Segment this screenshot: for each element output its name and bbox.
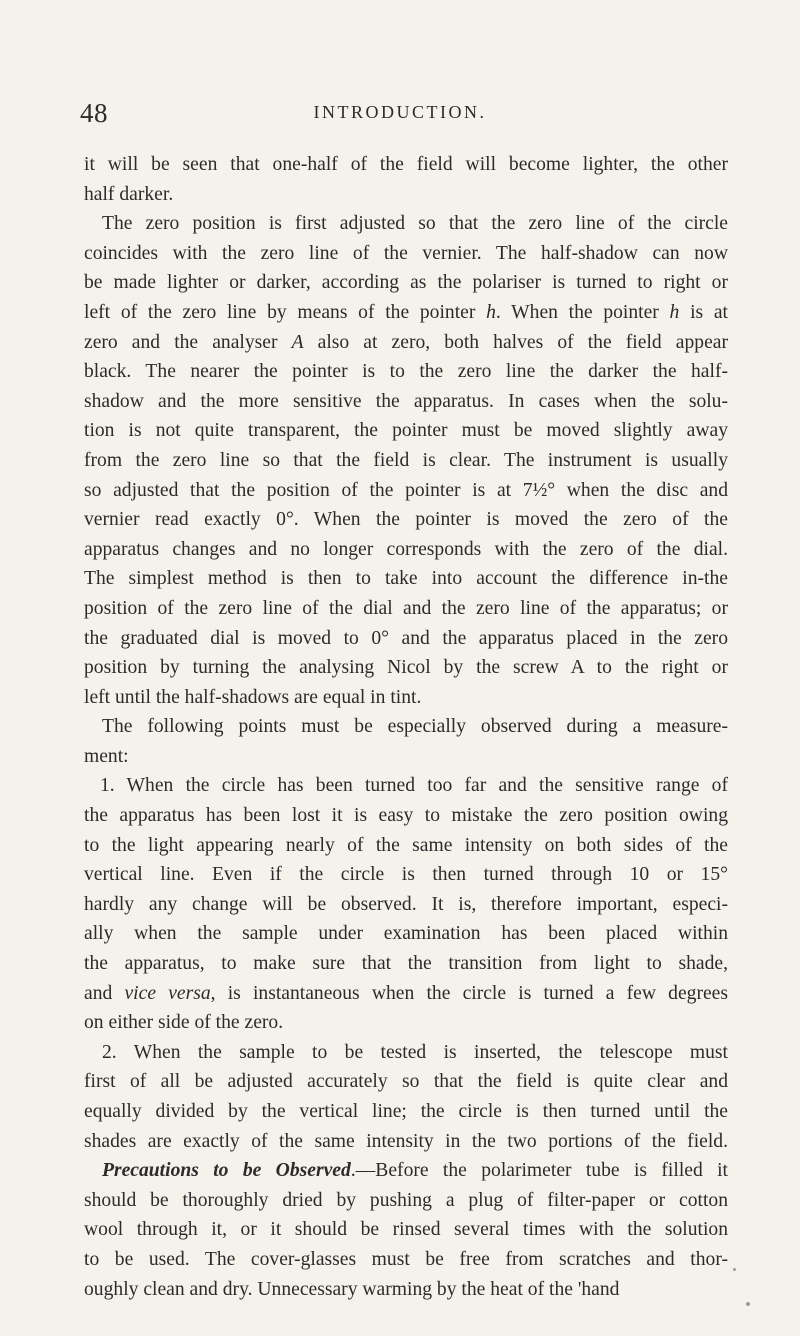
italic-symbol: A xyxy=(291,331,304,353)
text-line: hardly any change will be observed. It is, therefore important, especi- xyxy=(84,893,728,915)
text-line: wool through it, or it should be rinsed several times with the solution xyxy=(84,1219,728,1241)
running-head: INTRODUCTION. xyxy=(313,102,487,122)
text-line: half darker. xyxy=(84,183,174,205)
text-line: tion is not quite transparent, the pointer must be moved slightly away xyxy=(84,420,728,442)
text-line: the apparatus has been lost it is easy to mistake the zero position owing xyxy=(84,805,728,827)
text-line: to the light appearing nearly of the same intensity on both sides of the xyxy=(84,834,728,856)
text-line: should be thoroughly dried by pushing a plug of filter-paper or cotton xyxy=(84,1189,728,1211)
text-line: The zero position is first adjusted so that the zero line of the circle xyxy=(102,213,728,235)
list-item-1: 1. When the circle has been turned too far and the sensitive range of xyxy=(100,775,728,797)
text-line: vernier read exactly 0°. When the pointer is moved the zero of the xyxy=(84,509,728,531)
text-line: from the zero line so that the field is clear. The instrument is usually xyxy=(84,449,728,471)
section-heading-line xyxy=(84,1156,728,1186)
paper-speck xyxy=(733,1268,736,1271)
text-line: so adjusted that the position of the pointer is at 7½° when the disc and xyxy=(84,479,728,501)
text-line: oughly clean and dry. Unnecessary warming by the heat of the 'hand xyxy=(84,1278,620,1300)
text-line: coincides with the zero line of the vernier. The half-shadow can now xyxy=(84,242,728,264)
text-fragment: and xyxy=(84,982,125,1004)
text-line: The following points must be especially observed during a measure- xyxy=(102,716,728,738)
text-line: be made lighter or darker, according as the polariser is turned to right or xyxy=(84,272,728,294)
text-line: ally when the sample under examination has been placed within xyxy=(84,923,728,945)
list-item-2: 2. When the sample to be tested is inserted, the telescope must xyxy=(102,1041,728,1063)
text-fragment: is at xyxy=(679,301,728,323)
text-line xyxy=(84,328,728,358)
text-line: position by turning the analysing Nicol by the screw A to the right or xyxy=(84,657,728,679)
text-fragment: zero and the analyser xyxy=(84,331,292,353)
text-line: apparatus changes and no longer corresponds with the zero of the dial. xyxy=(84,538,728,560)
text-line: shadow and the more sensitive the apparatus. In cases when the solu- xyxy=(84,390,728,412)
text-fragment: , is instantaneous when the circle is turned a few degrees xyxy=(210,982,729,1004)
text-line: the graduated dial is moved to 0° and the apparatus placed in the zero xyxy=(84,627,728,649)
text-fragment: .—Before the polarimeter tube is filled it xyxy=(350,1160,728,1182)
italic-symbol: h xyxy=(669,301,680,323)
text-line: vertical line. Even if the circle is then turned through 10 or 15° xyxy=(84,864,728,886)
page-header xyxy=(0,98,800,134)
text-fragment: also at zero, both halves of the field appear xyxy=(303,331,728,353)
text-line: The simplest method is then to take into account the difference in-the xyxy=(84,568,728,590)
text-line xyxy=(84,298,728,328)
text-line: the apparatus, to make sure that the transition from light to shade, xyxy=(84,953,728,975)
body-text xyxy=(84,150,728,1304)
text-fragment: left of the zero line by means of the pointer xyxy=(84,301,487,323)
text-line: equally divided by the vertical line; the circle is then turned until the xyxy=(84,1101,728,1122)
text-line: left until the half-shadows are equal in tint. xyxy=(84,686,422,708)
text-line: first of all be adjusted accurately so that the field is quite clear and xyxy=(84,1071,728,1093)
italic-phrase: vice versa xyxy=(124,982,211,1004)
paper-speck xyxy=(746,1302,750,1306)
text-line: ment: xyxy=(84,745,129,767)
text-line: shades are exactly of the same intensity in the two portions of the field. xyxy=(84,1130,728,1152)
page-number: 48 xyxy=(80,98,108,128)
text-line: to be used. The cover-glasses must be free from scratches and thor- xyxy=(84,1248,728,1270)
text-line: black. The nearer the pointer is to the zero line the darker the half- xyxy=(84,361,728,383)
text-fragment: . When the pointer xyxy=(495,301,670,323)
text-line: position of the zero line of the dial and the zero line of the apparatus; or xyxy=(84,597,728,619)
text-line xyxy=(84,979,728,1009)
section-heading: Precautions to be Observed xyxy=(102,1160,351,1182)
italic-symbol: h xyxy=(486,301,496,323)
text-line: on either side of the zero. xyxy=(84,1012,284,1034)
text-line: it will be seen that one-half of the field will become lighter, the other xyxy=(84,154,728,175)
